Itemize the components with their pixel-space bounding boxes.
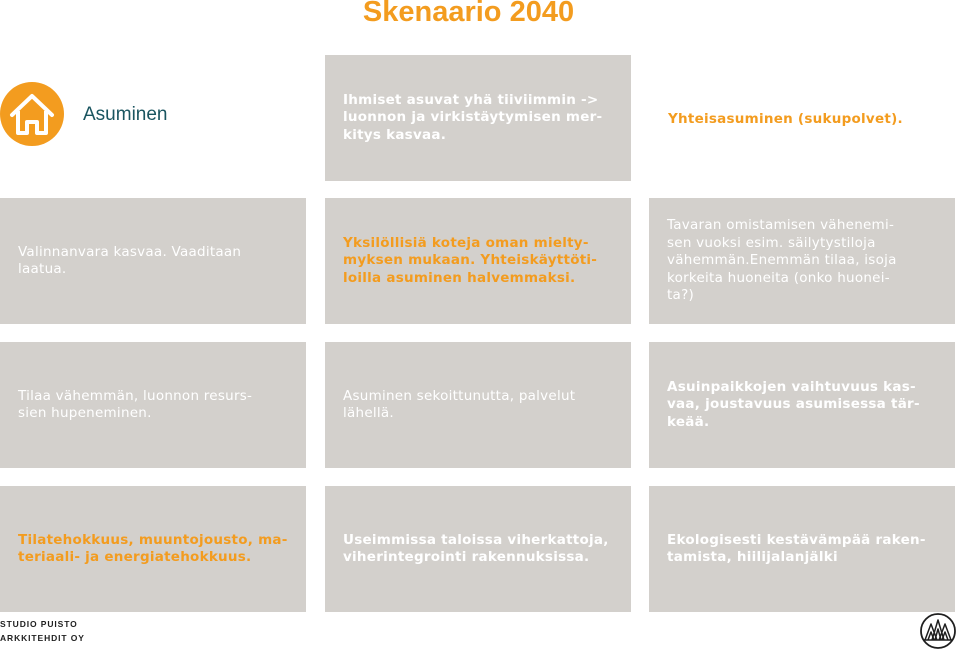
page-title: Skenaario 2040 <box>362 0 575 28</box>
scenario-card <box>649 198 955 324</box>
card-text: Yksilöllisiä koteja oman mielty- myksen mukaan. Yhteiskäyttöti- loilla asuminen halvemmaksi. <box>343 234 598 286</box>
scenario-card <box>0 198 306 324</box>
forest-emblem-icon <box>919 612 957 650</box>
scenario-card <box>0 342 306 468</box>
card-text: Tilatehokkuus, muuntojousto, ma- teriaali- ja energiatehokkuus. <box>18 531 288 565</box>
company-name-line2: ARKKITEHDIT OY <box>0 633 85 643</box>
scenario-card <box>649 486 955 612</box>
free-text-note: Yhteisasuminen (sukupolvet). <box>668 111 903 127</box>
company-name-line1: STUDIO PUISTO <box>0 619 78 629</box>
card-text: Asuinpaikkojen vaihtuvuus kas- vaa, joustavuus asumisessa tär- keää. <box>667 378 920 430</box>
scenario-card <box>325 486 631 612</box>
scenario-card <box>325 342 631 468</box>
card-text: Tavaran omistamisen vähenemi- sen vuoksi esim. säilytystiloja vähemmän.Enemmän tilaa, isoja korkeita huoneita (onko huonei- ta?) <box>667 217 897 304</box>
card-text: Ihmiset asuvat yhä tiiviimmin -> luonnon ja virkistäytymisen mer- kitys kasvaa. <box>343 91 603 143</box>
scenario-card <box>325 55 631 181</box>
card-text: Ekologisesti kestävämpää raken- tamista, hiilijalanjälki <box>667 531 926 565</box>
card-text: Asuminen sekoittunutta, palvelut lähellä. <box>343 387 576 421</box>
scenario-card <box>0 486 306 612</box>
scenario-card <box>649 342 955 468</box>
scenario-card <box>325 198 631 324</box>
card-text: Useimmissa taloissa viherkattoja, viherintegrointi rakennuksissa. <box>343 531 609 565</box>
house-icon <box>0 82 64 146</box>
card-text: Tilaa vähemmän, luonnon resurs- sien hupeneminen. <box>18 387 253 421</box>
category-label: Asuminen <box>83 104 168 125</box>
card-text: Valinnanvara kasvaa. Vaaditaan laatua. <box>18 243 242 277</box>
company-logo <box>0 617 85 645</box>
